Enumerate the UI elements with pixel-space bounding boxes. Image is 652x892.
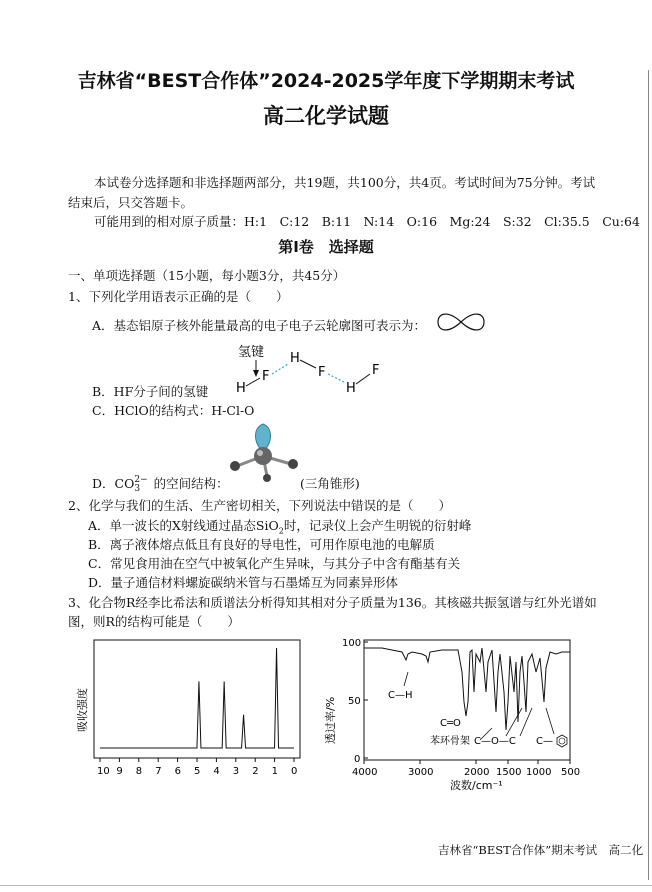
q2-stem: 2、化学与我们的生活、生产密切相关，下列说法中错误的是（ ） [68, 498, 451, 513]
p-orbital-diagram [436, 310, 486, 334]
intro-line-2: 结束后，只交答题卡。 [68, 195, 194, 210]
page-footer: 吉林省“BEST合作体”期末考试 高二化 [438, 843, 644, 857]
nmr-tick-label: 4 [213, 766, 220, 777]
ir-ytick-label: 100 [342, 638, 362, 649]
q1-option-d [92, 474, 229, 493]
exam-subject-title: 高二化学试题 [263, 104, 389, 128]
benzene-ring-icon [557, 735, 567, 747]
ir-annotation-co: C═O [440, 718, 461, 729]
q1-stem: 1、下列化学用语表示正确的是（ ） [68, 289, 289, 304]
q2-a-post: 时，记录仪上会产生明锐的衍射峰 [283, 518, 472, 533]
part-heading: 一、单项选择题（15小题，每小题3分，共45分） [68, 268, 346, 283]
hf-atom-h2: H [290, 351, 300, 366]
ir-xtick-label: 3000 [408, 767, 434, 778]
q1-d-prefix: D． [92, 476, 115, 491]
q1-d-note: (三角锥形) [300, 476, 360, 491]
page-bottom-line [0, 885, 652, 886]
ir-xtick-label: 1000 [526, 767, 552, 778]
nmr-baseline-trace [100, 648, 294, 748]
ir-xtick-label: 2000 [464, 767, 490, 778]
q1-d-subscript: 3 [134, 483, 141, 494]
ir-xtick-label: 4000 [352, 767, 378, 778]
nmr-ylabel: 吸收强度 [76, 688, 89, 732]
q1-option-b: B．HF分子间的氢键 [92, 384, 209, 399]
ir-ytick-label: 50 [348, 696, 361, 707]
page-edge-line [648, 70, 649, 880]
q2-option-c: C．常见食用油在空气中被氧化产生异味，与其分子中含有酯基有关 [88, 556, 461, 571]
nmr-tick-label: 2 [252, 766, 259, 777]
nmr-tick-label: 5 [194, 766, 201, 777]
nmr-tick-label: 8 [135, 766, 143, 777]
section-title: 第Ⅰ卷 选择题 [278, 238, 374, 256]
ir-spectrum-chart [322, 632, 582, 792]
hf-atom-h3: H [346, 381, 356, 396]
q1-option-c: C．HClO的结构式：H-Cl-O [92, 403, 255, 418]
intro-line-1: 本试卷分选择题和非选择题两部分，共19题，共100分，共4页。考试时间为75分钟。考试 [94, 175, 596, 190]
ir-xtick-label: 500 [561, 767, 581, 778]
hf-atom-f2: F [318, 365, 326, 380]
nmr-spectrum-chart [72, 632, 312, 782]
hydrogen-bond-label: 氢键 [238, 345, 265, 360]
ir-annotation-cph: C— [536, 736, 553, 747]
q1-d-ion: CO [114, 476, 135, 491]
nmr-tick-label: 1 [271, 766, 278, 777]
ir-annotation-ch: C—H [388, 690, 413, 701]
q3-stem-line-1: 3、化合物R经李比希法和质谱法分析得知其相对分子质量为136。其核磁共振氢谱与红外光谱如 [68, 595, 597, 610]
q1-option-a: A．基态铝原子核外能量最高的电子电子云轮廓图可表示为： [92, 318, 427, 333]
benzene-ring-inner [559, 738, 565, 744]
nmr-tick-label: 7 [155, 766, 162, 777]
q3-stem-line-2: 图，则R的结构可能是（ ） [68, 614, 240, 629]
ir-xtick-label: 1500 [496, 767, 522, 778]
ir-annotation-ring: 苯环骨架 [430, 736, 470, 747]
hf-hydrogen-bond-diagram [230, 340, 400, 400]
q2-a-sub: 2 [278, 526, 284, 536]
hf-atom-f1: F [262, 369, 270, 384]
q1-d-suffix: 的空间结构： [153, 476, 229, 491]
exam-title: 吉林省“BEST合作体”2024-2025学年度下学期期末考试 [77, 70, 575, 92]
nmr-tick-label: 3 [232, 766, 240, 777]
nmr-tick-label: 0 [291, 766, 298, 777]
ir-annotation-coc: C—O—C [474, 736, 516, 747]
ir-ylabel: 透过率/% [324, 696, 337, 744]
q2-option-b: B．离子液体熔点低且有良好的导电性，可用作原电池的电解质 [88, 537, 435, 552]
nmr-tick-label: 6 [174, 766, 181, 777]
ir-transmittance-trace [364, 648, 570, 730]
q1-d-charge: 2− [134, 475, 148, 486]
hf-atom-f3: F [372, 363, 380, 378]
q2-option-d: D．量子通信材料螺旋碳纳米管与石墨烯互为同素异形体 [88, 575, 399, 590]
ir-ytick-label: 0 [354, 754, 361, 765]
trigonal-pyramid-model [225, 420, 305, 482]
q2-option-a [88, 516, 471, 536]
nmr-tick-label: 10 [97, 766, 110, 777]
atomic-masses: 可能用到的相对原子质量：H:1 C:12 B:11 N:14 O:16 Mg:24 S:32 Cl:35.5 Cu:64 [94, 214, 640, 229]
nmr-tick-label: 9 [116, 766, 123, 777]
q2-a-pre: A．单一波长的X射线通过晶态SiO [88, 518, 279, 533]
hf-atom-h1: H [236, 381, 246, 396]
ir-xlabel: 波数/cm⁻¹ [450, 779, 503, 792]
